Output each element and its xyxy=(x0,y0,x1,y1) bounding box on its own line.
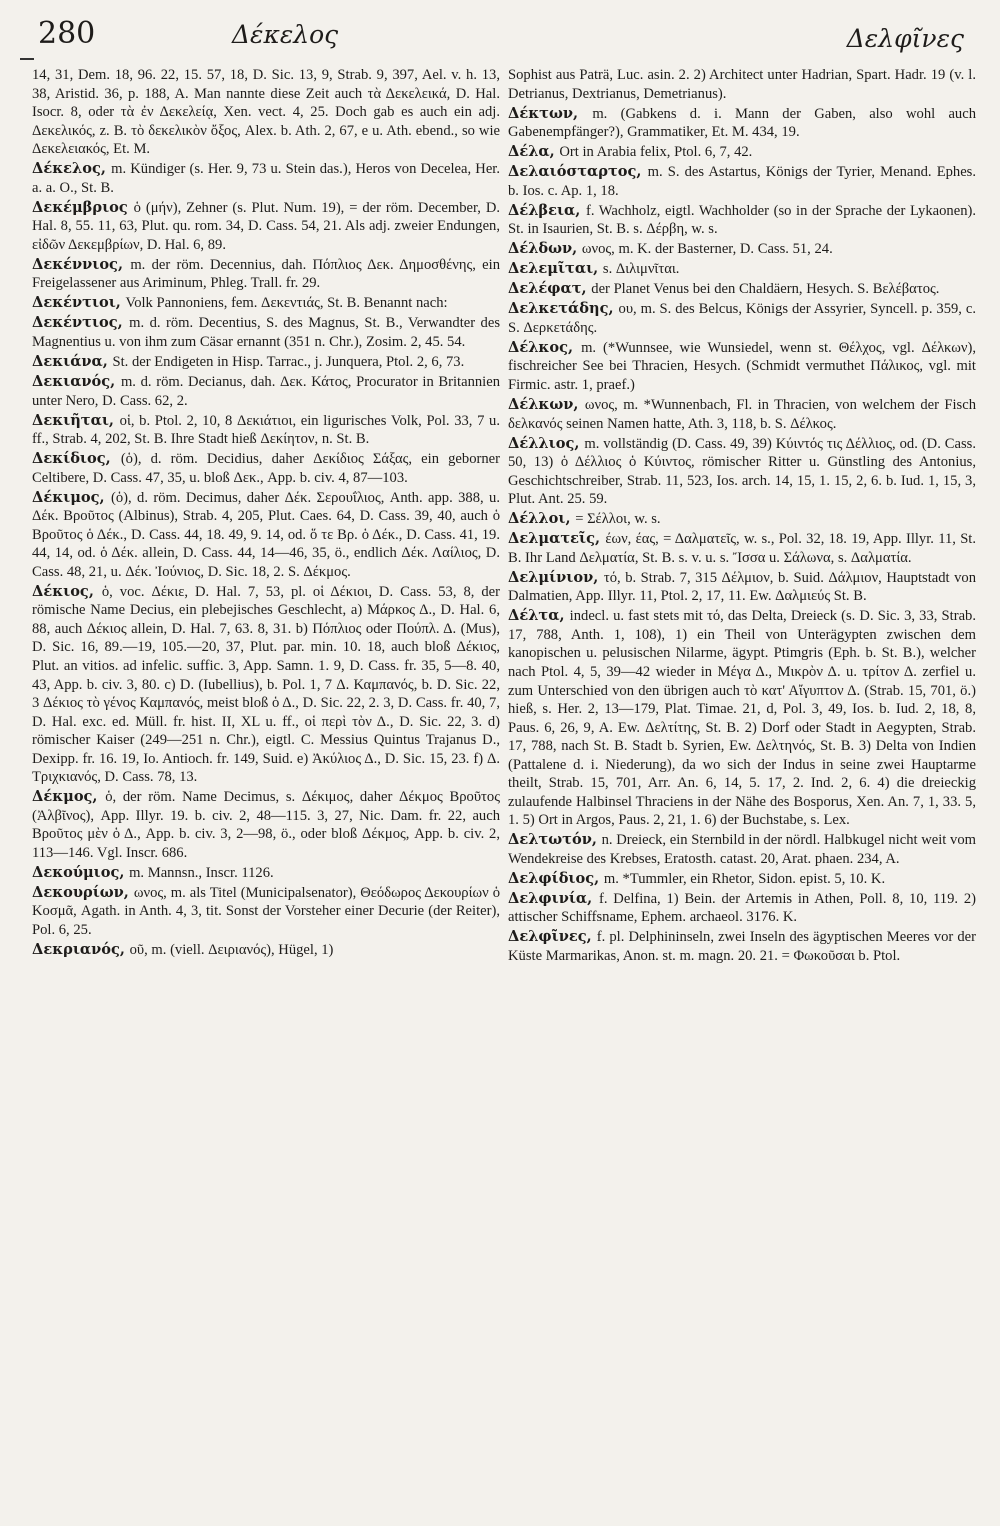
entry-text: οἱ, b. Ptol. 2, 10, 8 Δεκιάτιοι, ein ligurisches Volk, Pol. 33, 7 u. ff., Strab. 4, 202, St. B. Ihre Stadt hieß Δεκίητον, n. St. B. xyxy=(32,412,500,448)
entry-headword: Δελφινία, xyxy=(508,889,593,907)
entry-headword: Δεκουρίων, xyxy=(32,883,129,901)
dictionary-entry xyxy=(508,435,976,509)
entry-text: = Σέλλοι, w. s. xyxy=(575,511,661,528)
entry-headword: Δέκελος, xyxy=(32,160,106,178)
entry-text: St. der Endigeten in Hisp. Tarrac., j. Junquera, Ptol. 2, 6, 73. xyxy=(112,353,465,370)
dictionary-entry xyxy=(32,294,500,313)
entry-text: m. d. röm. Decentius, S. des Magnus, St. B., Verwandter des Magnentius u. von ihm zum Cäsar ernannt (351 n. Chr.), Zosim. 2, 45. 54. xyxy=(32,315,500,350)
entry-headword: Δέκιος, xyxy=(32,582,94,600)
dictionary-entry xyxy=(32,941,500,960)
dictionary-entry xyxy=(508,607,976,829)
entry-text: der Planet Venus bei den Chaldäern, Hesych. S. Βελέβατος. xyxy=(591,281,940,298)
entry-headword: Δέλα, xyxy=(508,143,555,161)
entry-headword: Δελμίνιον, xyxy=(508,568,599,586)
entry-text: indecl. u. fast stets mit τό, das Delta, Dreieck (s. D. Sic. 3, 33, Strab. 17, 788, Anth. 1, 108), 1) ein Theil von Unterägypten zwischen dem kanopischen u. pelusischen Nilarme, ägypt. Ptimgris (Eph. b. St. B.), welcher nach Ptol. 4, 5, 39—42 wieder in Μέγα Δ., Μικρὸν Δ. u. τρίτον Δ. zerfiel u. zum Unterschied von den übrigen auch τὸ κατ' Αἴγυπτον Δ. (Strab. 15, 701, ö.) hieß, s. Her. 2, 13—179, Plat. Timae. 21, d, Pol. 3, 49, Ios. b. Iud. 2, 18, 8, Paus. 6, 26, 9, A. Ew. Δελτίτης, St. B. 2) Dorf oder Stadt in Aegypten, Strab. 17, 788, nach St. B. Stadt b. Syrien, Ew. Δελτηνός, St. B. 3) Delta von Indien (Pattalene d. i. Niederung), da wo sich der Indus in seine zwei Hauptarme theilt, Strab. 15, 701, Arr. An. 6, 14, 5. 17, 2. Ind. 2, 6. 4) die dreieckig zulaufende Halbinsel Thraciens in der Nähe des Bosporus, Xen. An. 7, 1, 33. 5, 1. 5) Ort in Argos, Paus. 2, 21, 1. 6) der Buchstabe, s. Lex. xyxy=(508,608,976,829)
entry-text: τό, b. Strab. 7, 315 Δέλμιον, b. Suid. Δάλμιον, Hauptstadt von Dalmatien, App. Illyr. 11, Ptol. 2, 17, 11. Ew. Δαλμιεύς St. B. xyxy=(508,569,976,605)
entry-headword: Δελεμῖται, xyxy=(508,260,599,278)
entry-text: m. vollständig (D. Cass. 49, 39) Κύιντός τις Δέλλιος, od. (D. Cass. 50, 13) ὁ Δέλλιος ὁ Κύιντος, römischer Ritter u. Günstling des Antonius, Geschichtschreiber, Strab. 11, 523, Ios. arch. 14, 15, 1. 15, 2, 6. b. Iud. 1, 15, 3, Plut. Ant. 25. 59. xyxy=(508,435,976,508)
entry-headword: Δεκιανός, xyxy=(32,373,116,390)
running-head-right: Δελφῖνες xyxy=(846,24,964,53)
entry-headword: Δελκετάδης, xyxy=(508,300,614,318)
entry-headword: Δέκτων, xyxy=(508,104,579,122)
dictionary-entry xyxy=(508,66,976,103)
dictionary-entry xyxy=(32,884,500,940)
dictionary-entry xyxy=(32,256,500,293)
dictionary-entry xyxy=(508,300,976,337)
entry-text: f. Delfina, 1) Bein. der Artemis in Athen, Poll. 8, 10, 119. 2) attischer Schiffsname, Ephem. archaeol. 3176. K. xyxy=(508,890,976,926)
entry-text: f. pl. Delphininseln, zwei Inseln des ägyptischen Meeres vor der Küste Marmarikas, Anon. st. m. magn. 20. 21. = Φωκοῦσαι b. Ptol. xyxy=(508,929,976,964)
entry-headword: Δέκμος, xyxy=(32,788,98,806)
dictionary-entry xyxy=(32,864,500,883)
right-column xyxy=(508,66,976,1511)
dictionary-entry xyxy=(32,788,500,862)
dictionary-entry xyxy=(508,280,976,299)
dictionary-entry xyxy=(508,831,976,868)
dictionary-entry xyxy=(508,510,976,529)
entry-headword: Δεκέντιος, xyxy=(32,314,123,332)
entry-headword: Δελαιόσταρτος, xyxy=(508,163,642,181)
entry-headword: Δεκέννιος, xyxy=(32,255,124,273)
entry-text: ωνος, m. *Wunnenbach, Fl. in Thracien, von welchem der Fisch δελκανός seinen Namen hatte, Ath. 3, 118, b. S. Δέλκος. xyxy=(508,397,976,432)
entry-text: ωνος, m. als Titel (Municipalsenator), Θεόδωρος Δεκουρίων ὁ Κοσμᾶ, Agath. in Anth. 4, 3, tit. Sonst der Vorsteher einer Decurie (der Reiter), Pol. 6, 25. xyxy=(32,884,500,938)
entry-headword: Δέλτα, xyxy=(508,607,565,625)
entry-text: ὁ (μήν), Zehner (s. Plut. Num. 19), = der röm. December, D. Hal. 8, 55. 11, 63, Plut. qu. rom. 34, D. Cass. 54, 21. Als adj. zweier Endungen, εἰδῶν Δεκεμβρίων, D. Hal. 6, 89. xyxy=(32,199,500,253)
dictionary-entry xyxy=(32,373,500,410)
entry-headword: Δελέφατ, xyxy=(508,280,587,298)
entry-headword: Δεκέμβριος xyxy=(32,198,128,216)
entry-text: (ὁ), d. röm. Decidius, daher Δεκίδιος Σάξας, ein geborner Celtibere, D. Cass. 47, 35, u. bloß Δεκ., App. b. civ. 4, 87—103. xyxy=(32,451,500,486)
entry-text: Sophist aus Paträ, Luc. asin. 2. 2) Architect unter Hadrian, Spart. Hadr. 19 (v. l. Detrianus, Dextrianus, Demetrianus). xyxy=(508,67,976,102)
dictionary-entry xyxy=(32,160,500,197)
running-head-left: Δέκελος xyxy=(232,20,339,49)
entry-text: s. Διλιμνῖται. xyxy=(602,261,680,278)
dictionary-entry xyxy=(508,890,976,927)
dictionary-entry xyxy=(508,202,976,239)
dictionary-entry xyxy=(32,583,500,787)
entry-text: m. Kündiger (s. Her. 9, 73 u. Stein das.), Heros von Decelea, Her. a. a. O., St. B. xyxy=(32,161,500,196)
entry-headword: Δέλκος, xyxy=(508,338,574,356)
dictionary-entry xyxy=(508,569,976,606)
dictionary-entry xyxy=(32,66,500,159)
entry-text: m. (Gabkens d. i. Mann der Gaben, also wohl auch Gabenempfänger?), Grammatiker, Et. M. 434, 19. xyxy=(508,105,976,141)
dictionary-entry xyxy=(508,928,976,965)
margin-mark xyxy=(20,58,34,60)
dictionary-entry xyxy=(32,489,500,582)
dictionary-entry xyxy=(508,240,976,259)
entry-headword: Δεκιάνα, xyxy=(32,352,108,370)
entry-headword: Δεκίδιος, xyxy=(32,450,111,468)
dictionary-entry xyxy=(32,314,500,351)
entry-text: m. (*Wunnsee, wie Wunsiedel, wenn st. Θέλχος, vgl. Δέλκων), fischreicher See bei Thracien, Hesych. (Schmidt vermuthet Πάλικος, vgl. mit Firmic. astr. 1, praef.) xyxy=(508,339,976,393)
entry-headword: Δέλλοι, xyxy=(508,510,571,528)
entry-text: m. Mannsn., Inscr. 1126. xyxy=(129,864,274,881)
entry-text: ὁ, der röm. Name Decimus, s. Δέκιμος, daher Δέκμος Βροῦτος (Ἀλβῖνος), App. Illyr. 19. b. civ. 2, 48—115. 3, 27, Nic. Dam. fr. 22, auch Βροῦτος μὲν ὁ Δ., App. b. civ. 3, 2—98, ö., oder bloß Δέκμος, App. b. civ. 2, 113—146. Vgl. Inscr. 686. xyxy=(32,789,500,861)
entry-text: f. Wachholz, eigtl. Wachholder (so in der Sprache der Lykaonen). St. in Isaurien, St. B. s. Δέρβη, w. s. xyxy=(508,202,976,238)
entry-text: Ort in Arabia felix, Ptol. 6, 7, 42. xyxy=(559,144,753,161)
entry-text: m. der röm. Decennius, dah. Πόπλιος Δεκ. Δημοσθένης, ein Freigelassener aus Ariminum, Phleg. Trall. fr. 29. xyxy=(32,256,500,292)
entry-headword: Δέλδων, xyxy=(508,240,578,258)
entry-text: Volk Pannoniens, fem. Δεκεντιάς, St. B. Benannt nach: xyxy=(125,295,448,312)
entry-headword: Δέλκων, xyxy=(508,396,579,414)
entry-headword: Δέλβεια, xyxy=(508,201,581,219)
entry-text: n. Dreieck, ein Sternbild in der nördl. Halbkugel nicht weit vom Wendekreise des Krebses, Eratosth. catast. 20, Arat. phaen. 234, A. xyxy=(508,832,976,867)
dictionary-entry xyxy=(508,870,976,889)
entry-headword: Δέκιμος, xyxy=(32,488,105,506)
entry-text: m. d. röm. Decianus, dah. Δεκ. Κάτος, Procurator in Britannien unter Nero, D. Cass. 62, 2. xyxy=(32,374,500,409)
dictionary-entry xyxy=(508,530,976,567)
entry-text: ὁ, voc. Δέκιε, D. Hal. 7, 53, pl. οἱ Δέκιοι, D. Cass. 53, 8, der römische Name Decius, ein plebejisches Geschlecht, a) Μάρκος Δ., D. Hal. 6, 88, auch Δέκιος allein, D. Hal. 7, 63. 8, 31. b) Πόπλιος oder Πούπλ. Δ. (Mus), D. Sic. 16, 89.—19, 105.—20, 37, Plut. par. min. 10. 18, auch bloß Δέκιος, Plut. an vitios. ad infelic. suffic. 3, App. Samn. 1. 9, D. Cass. fr. 35, 5—8. 40, 43, App. b. civ. 3, 80. c) D. (Iubellius), b. Pol. 1, 7 Δ. Καμπανός, b. D. Sic. 22, 3 Δέκιος τὸ γένος Καμπανός, meist bloß ὁ Δ., D. Sic. 22, 2. 3, D. Cass. fr. 40, 7, D. Hal. exc. ed. Müll. fr. hist. II, XL u. ff., οἱ περὶ τὸν Δ., D. Sic. 22, 3. d) römischer Kaiser (249—251 n. Chr.), eigtl. C. Messius Quintus Trajanus D., Dexipp. fr. 16. 19, Io. Antioch. fr. 149, Suid. e) Ἀκύλιος Δ., D. Sic. 15, 23. f) Δ. Τριχκιανός, D. Cass. 78, 13. xyxy=(32,583,500,786)
entry-text: m. S. des Astartus, Königs der Tyrier, Menand. Ephes. b. Ios. c. Ap. 1, 18. xyxy=(508,164,976,199)
dictionary-entry xyxy=(32,353,500,372)
left-column xyxy=(32,66,500,1511)
dictionary-entry xyxy=(32,199,500,255)
entry-headword: Δεκιῆται, xyxy=(32,411,114,429)
dictionary-entry xyxy=(508,260,976,279)
entry-text: ωνος, m. K. der Basterner, D. Cass. 51, 24. xyxy=(581,241,833,258)
dictionary-entry xyxy=(508,143,976,162)
entry-headword: Δέλλιος, xyxy=(508,434,580,452)
entry-headword: Δελτωτόν, xyxy=(508,831,597,849)
page-header xyxy=(32,6,970,58)
entry-text: οῦ, m. (viell. Δειριανός), Hügel, 1) xyxy=(129,941,334,958)
entry-headword: Δεκέντιοι, xyxy=(32,294,121,312)
entry-headword: Δεκριανός, xyxy=(32,940,125,958)
entry-text: έων, έας, = Δαλματεῖς, w. s., Pol. 32, 18. 19, App. Illyr. 11, St. B. Ihr Land Δελματία, St. B. s. v. u. s. Ἴσσα u. Σάλωνα, s. Δαλματία. xyxy=(508,531,976,566)
dictionary-entry xyxy=(508,339,976,395)
dictionary-entry xyxy=(508,163,976,200)
entry-headword: Δελματεῖς, xyxy=(508,530,601,548)
dictionary-entry xyxy=(32,412,500,449)
page-number: 280 xyxy=(38,16,96,51)
entry-text: m. *Tummler, ein Rhetor, Sidon. epist. 5, 10. K. xyxy=(603,870,886,887)
entry-text: 14, 31, Dem. 18, 96. 22, 15. 57, 18, D. Sic. 13, 9, Strab. 9, 397, Ael. v. h. 13, 38, Aristid. 36, p. 188, A. Man nannte diese Zeit auch τὰ Δεκελεικά, D. Hal. Isocr. 8, oder τὰ ἐν Δεκελείᾳ, Xen. vect. 4, 25. Doch gab es auch ein adj. Δεκελικός, z. B. τὸ δεκελικὸν ὄξος, Alex. b. Ath. 2, 67, e u. Ath. ebend., so wie Δεκελειακός, Et. M. xyxy=(32,67,500,158)
dictionary-entry xyxy=(508,396,976,433)
dictionary-entry xyxy=(508,105,976,142)
entry-headword: Δελφίδιος, xyxy=(508,869,600,887)
entry-text: (ὁ), d. röm. Decimus, daher Δέκ. Σερουΐλιος, Anth. app. 388, u. Δέκ. Βροῦτος (Albinus), Strab. 4, 205, Plut. Caes. 64, D. Cass. 39, 40, auch ὁ Βροῦτος ὁ Δέκ., D. Cass. 44, 18. 49, 9. 14, od. ὅ τε Βρ. ὁ Δέκ., D. Cass. 41, 19. 44, 14, od. ὁ Δέκ. allein, D. Cass. 44, 14—46, 35, ö., endlich Δέκ. Λαίλιος, D. Cass. 48, 21, u. Δέκ. Ἰούνιος, D. Sic. 18, 2. S. Δέκμος. xyxy=(32,489,500,580)
entry-headword: Δεκούμιος, xyxy=(32,863,125,881)
entry-text: ου, m. S. des Belcus, Königs der Assyrier, Syncell. p. 359, c. S. Δερκετάδης. xyxy=(508,301,976,336)
entry-headword: Δελφῖνες, xyxy=(508,928,592,946)
dictionary-entry xyxy=(32,450,500,487)
